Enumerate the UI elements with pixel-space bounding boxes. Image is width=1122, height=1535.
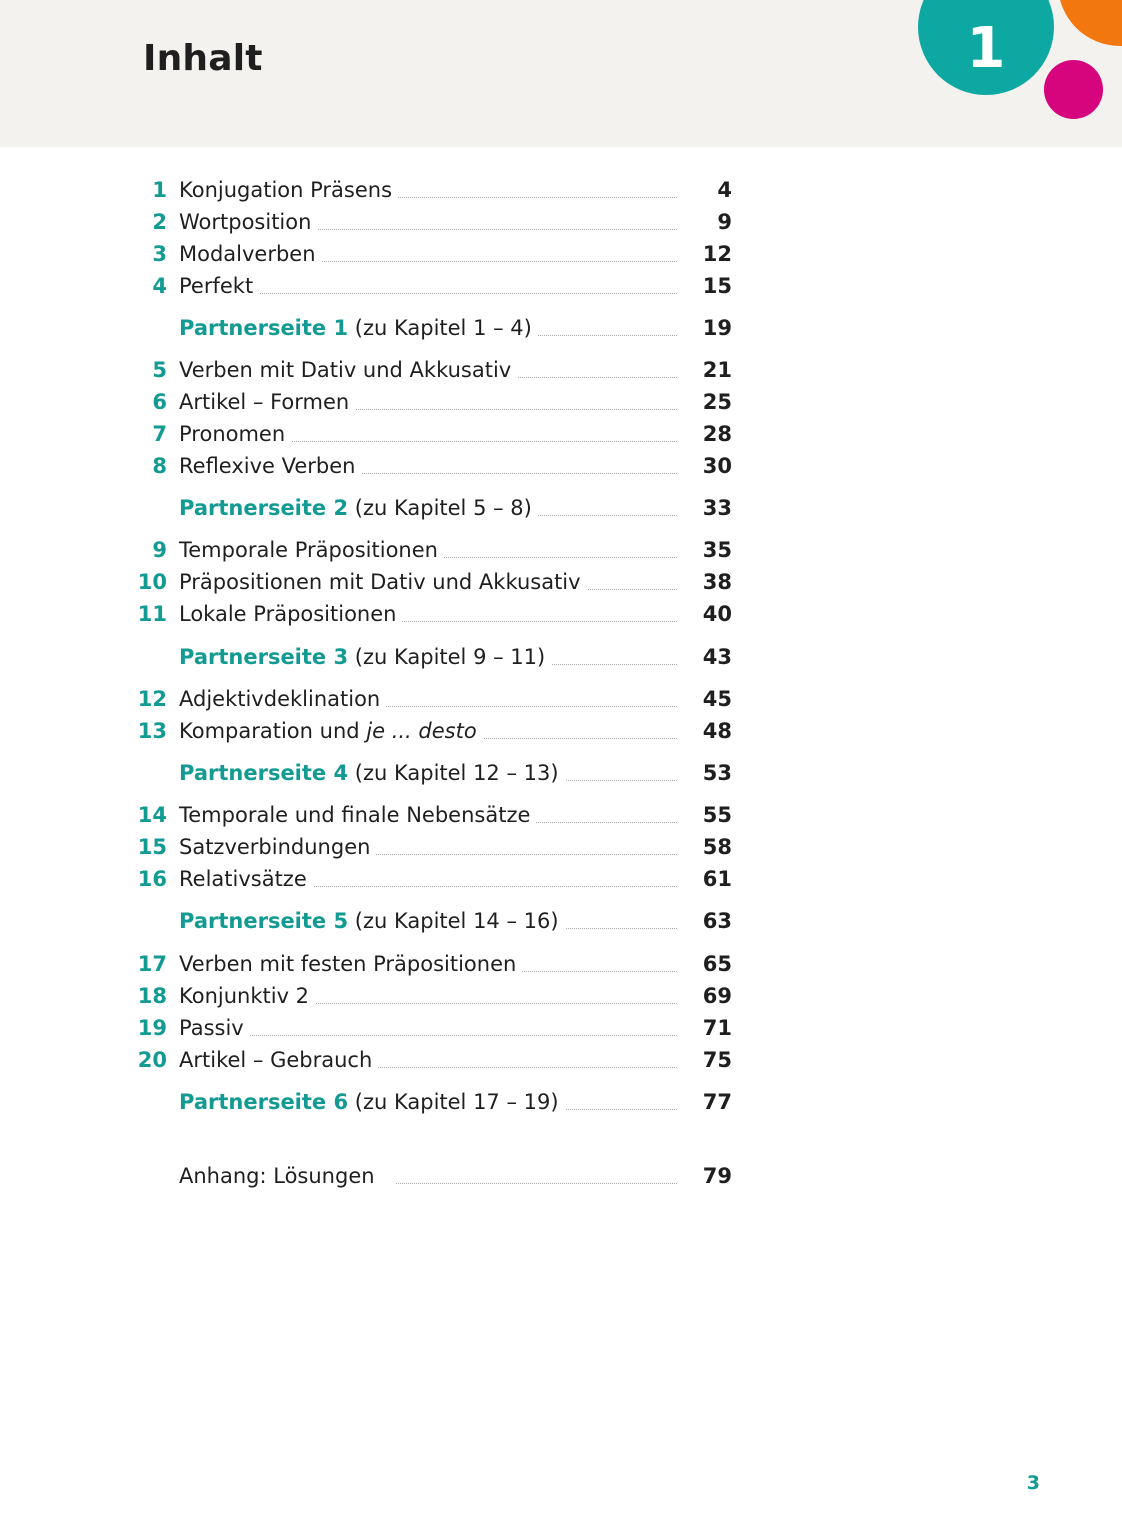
chapter-title-text: Perfekt — [179, 274, 254, 298]
toc-chapter-row — [136, 207, 732, 237]
toc-chapter-row — [136, 535, 732, 565]
chapter-number: 11 — [137, 602, 167, 626]
chapter-number: 2 — [152, 210, 167, 234]
toc-page-number: 75 — [702, 1048, 732, 1072]
chapter-title-text: Passiv — [179, 1016, 244, 1040]
toc-page-number: 12 — [702, 242, 732, 266]
chapter-number: 5 — [152, 358, 167, 382]
chapter-title-text: Verben mit festen Präpositionen — [179, 952, 517, 976]
chapter-title — [179, 419, 291, 449]
partner-range: (zu Kapitel 5 – 8) — [348, 496, 532, 520]
toc-page-number: 25 — [702, 390, 732, 414]
chapter-title-text: Anhang: Lösungen — [179, 1164, 375, 1188]
toc-page-number: 15 — [702, 274, 732, 298]
chapter-number: 13 — [137, 719, 167, 743]
chapter-number: 14 — [137, 803, 167, 827]
toc-partner-row — [136, 906, 732, 936]
partner-label — [179, 758, 565, 788]
chapter-badge-number: 1 — [966, 15, 1006, 81]
partner-range: (zu Kapitel 12 – 13) — [348, 761, 559, 785]
partner-label — [179, 642, 551, 672]
chapter-number: 20 — [137, 1048, 167, 1072]
chapter-number: 9 — [152, 538, 167, 562]
partner-label — [179, 493, 538, 523]
chapter-title — [179, 981, 315, 1011]
chapter-title — [179, 599, 402, 629]
toc-partner-row — [136, 493, 732, 523]
toc-page-number: 9 — [717, 210, 732, 234]
toc-page-number: 77 — [702, 1090, 732, 1114]
chapter-title-italic: je ... desto — [366, 719, 477, 743]
chapter-number: 4 — [152, 274, 167, 298]
chapter-title — [179, 800, 536, 830]
chapter-title-text: Temporale und finale Nebensätze — [179, 803, 531, 827]
partner-name: Partnerseite 3 — [179, 645, 349, 669]
toc-chapter-row — [136, 271, 732, 301]
partner-range: (zu Kapitel 9 – 11) — [348, 645, 546, 669]
chapter-number: 19 — [137, 1016, 167, 1040]
toc-chapter-row — [136, 355, 732, 385]
toc-page-number: 55 — [702, 803, 732, 827]
chapter-title — [179, 832, 376, 862]
chapter-number: 6 — [152, 390, 167, 414]
toc-page-number: 58 — [702, 835, 732, 859]
toc-chapter-row — [136, 1045, 732, 1075]
toc-chapter-row — [136, 567, 732, 597]
toc-page-number: 61 — [702, 867, 732, 891]
toc-page-number: 4 — [717, 178, 732, 202]
chapter-number: 8 — [152, 454, 167, 478]
chapter-title — [179, 207, 317, 237]
toc-chapter-row — [136, 239, 732, 269]
toc-chapter-row — [136, 175, 732, 205]
page-title: Inhalt — [143, 38, 263, 79]
toc-page-number: 21 — [702, 358, 732, 382]
partner-label — [179, 1087, 565, 1117]
chapter-number: 1 — [152, 178, 167, 202]
chapter-title-text: Lokale Präpositionen — [179, 602, 397, 626]
chapter-title-text: Konjugation Präsens — [179, 178, 393, 202]
chapter-title — [179, 175, 398, 205]
chapter-title-text: Verben mit Dativ und Akkusativ — [179, 358, 512, 382]
toc-page-number: 65 — [702, 952, 732, 976]
toc-page-number: 71 — [702, 1016, 732, 1040]
toc-partner-row — [136, 758, 732, 788]
chapter-title-text: Reflexive Verben — [179, 454, 356, 478]
partner-name: Partnerseite 6 — [179, 1090, 349, 1114]
chapter-title — [179, 949, 522, 979]
toc-page-number: 48 — [702, 719, 732, 743]
partner-name: Partnerseite 1 — [179, 316, 349, 340]
chapter-number: 15 — [137, 835, 167, 859]
toc-partner-row — [136, 642, 732, 672]
toc-partner-row — [136, 1087, 732, 1117]
chapter-title — [179, 387, 355, 417]
chapter-number: 7 — [152, 422, 167, 446]
toc-chapter-row — [136, 864, 732, 894]
toc-chapter-row — [136, 387, 732, 417]
toc-page-number: 40 — [702, 602, 732, 626]
chapter-number: 10 — [137, 570, 167, 594]
toc-appendix-row — [136, 1161, 732, 1191]
toc-chapter-row — [136, 599, 732, 629]
partner-label — [179, 906, 565, 936]
chapter-title-text: Pronomen — [179, 422, 286, 446]
chapter-title — [179, 271, 259, 301]
chapter-title — [179, 864, 313, 894]
partner-name: Partnerseite 4 — [179, 761, 349, 785]
chapter-number: 17 — [137, 952, 167, 976]
toc-page-number: 33 — [702, 496, 732, 520]
toc-page-number: 79 — [702, 1164, 732, 1188]
chapter-title-text: Modalverben — [179, 242, 316, 266]
toc-chapter-row — [136, 419, 732, 449]
chapter-number: 3 — [152, 242, 167, 266]
chapter-title — [179, 535, 444, 565]
toc-chapter-row — [136, 716, 732, 746]
chapter-title-text: Komparation und — [179, 719, 367, 743]
dot-leader — [179, 1035, 677, 1036]
chapter-title — [179, 239, 322, 269]
chapter-number: 12 — [137, 687, 167, 711]
chapter-title — [179, 1161, 395, 1191]
chapter-title-text: Präpositionen mit Dativ und Akkusativ — [179, 570, 581, 594]
chapter-title-text: Relativsätze — [179, 867, 307, 891]
toc-page-number: 35 — [702, 538, 732, 562]
chapter-title — [179, 567, 587, 597]
toc-chapter-row — [136, 800, 732, 830]
chapter-title — [179, 451, 361, 481]
toc-partner-row — [136, 313, 732, 343]
chapter-title-text: Satzverbindungen — [179, 835, 371, 859]
partner-range: (zu Kapitel 14 – 16) — [348, 909, 559, 933]
partner-range: (zu Kapitel 17 – 19) — [348, 1090, 559, 1114]
toc-page-number: 30 — [702, 454, 732, 478]
toc-page-number: 38 — [702, 570, 732, 594]
chapter-title-text: Artikel – Formen — [179, 390, 350, 414]
chapter-title — [179, 1013, 250, 1043]
toc-chapter-row — [136, 949, 732, 979]
chapter-title — [179, 716, 483, 746]
partner-label — [179, 313, 538, 343]
toc-page-number: 69 — [702, 984, 732, 1008]
toc-chapter-row — [136, 832, 732, 862]
toc-page-number: 28 — [702, 422, 732, 446]
toc-chapter-row — [136, 1013, 732, 1043]
chapter-title-text: Wortposition — [179, 210, 312, 234]
chapter-number: 18 — [137, 984, 167, 1008]
partner-name: Partnerseite 5 — [179, 909, 349, 933]
toc-page-number: 45 — [702, 687, 732, 711]
chapter-title — [179, 1045, 378, 1075]
chapter-title-text: Artikel – Gebrauch — [179, 1048, 373, 1072]
chapter-title-text: Konjunktiv 2 — [179, 984, 310, 1008]
chapter-title-text: Temporale Präpositionen — [179, 538, 438, 562]
toc-chapter-row — [136, 684, 732, 714]
toc-page-number: 19 — [702, 316, 732, 340]
partner-name: Partnerseite 2 — [179, 496, 349, 520]
toc-page-number: 53 — [702, 761, 732, 785]
partner-range: (zu Kapitel 1 – 4) — [348, 316, 532, 340]
page-number: 3 — [1026, 1472, 1040, 1494]
toc-chapter-row — [136, 981, 732, 1011]
chapter-title — [179, 355, 517, 385]
chapter-number: 16 — [137, 867, 167, 891]
toc-page-number: 43 — [702, 645, 732, 669]
chapter-title-text: Adjektivdeklination — [179, 687, 381, 711]
toc-page-number: 63 — [702, 909, 732, 933]
chapter-title — [179, 684, 386, 714]
toc-chapter-row — [136, 451, 732, 481]
